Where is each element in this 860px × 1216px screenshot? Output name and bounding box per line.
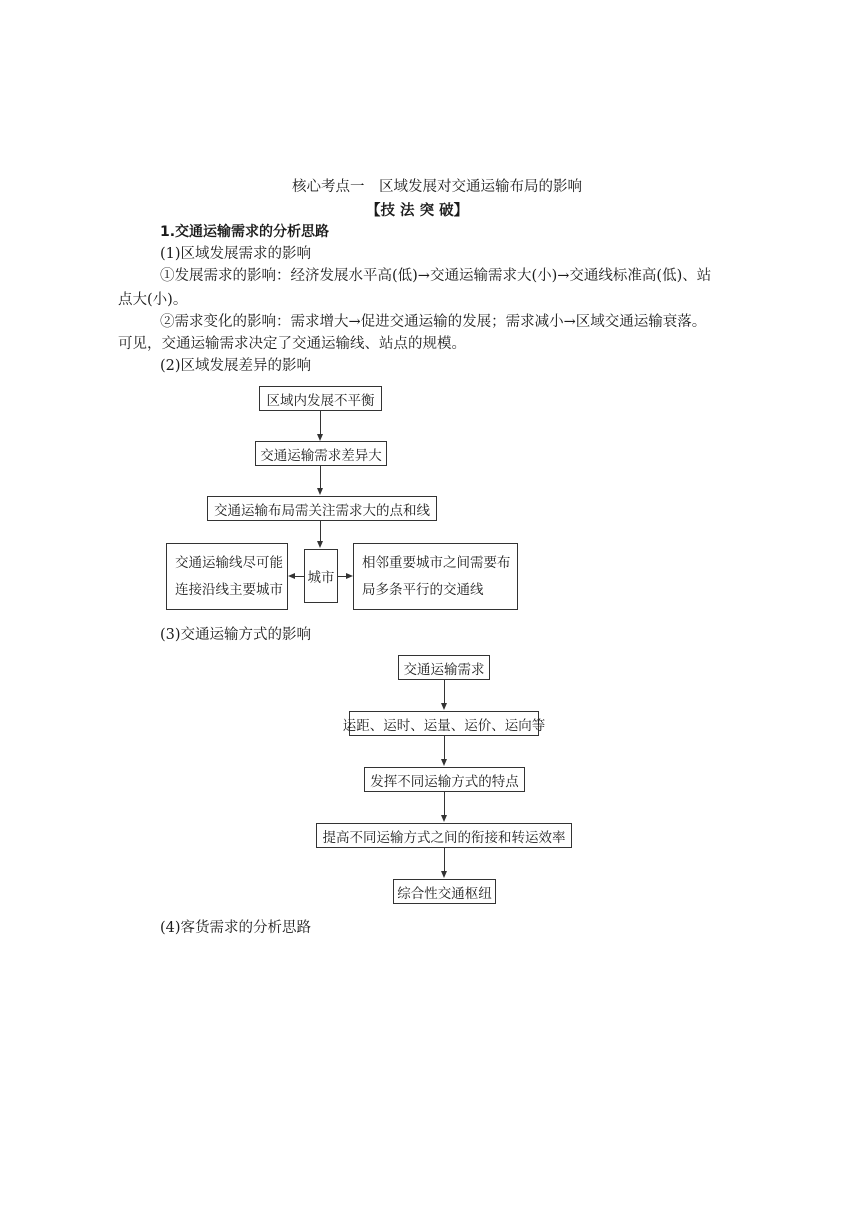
flow-box-city: 城市 — [304, 549, 338, 603]
arrow-down-icon — [317, 488, 323, 495]
flow-connector — [295, 576, 304, 577]
page-subtitle: 【技 法 突 破】 — [366, 202, 469, 219]
flow-connector — [444, 736, 445, 760]
flow-box-text: 相邻重要城市之间需要布 — [362, 554, 511, 571]
subheading-passenger-freight: (4)客货需求的分析思路 — [160, 920, 312, 936]
paragraph-development-demand-line2: 点大(小)。 — [118, 292, 188, 308]
flow-connector — [320, 466, 321, 489]
flow-box-text: 连接沿线主要城市 — [175, 581, 283, 598]
arrow-down-icon — [441, 703, 447, 710]
subheading-regional-difference: (2)区域发展差异的影响 — [160, 358, 312, 374]
flow-connector — [444, 848, 445, 872]
flow-box-focus-points-lines: 交通运输布局需关注需求大的点和线 — [207, 496, 437, 521]
flow-box-connect-cities — [166, 543, 288, 610]
paragraph-development-demand-line1: ①发展需求的影响：经济发展水平高(低)→交通运输需求大(小)→交通线标准高(低)、站 — [160, 268, 712, 284]
flow-box-parallel-lines — [353, 543, 518, 610]
flow-connector — [444, 680, 445, 704]
flow-connector — [320, 411, 321, 436]
subheading-transport-mode: (3)交通运输方式的影响 — [160, 627, 312, 643]
flow-box-transfer-efficiency: 提高不同运输方式之间的衔接和转运效率 — [316, 823, 572, 848]
flow-box-text: 局多条平行的交通线 — [362, 581, 484, 598]
arrow-down-icon — [317, 541, 323, 548]
arrow-down-icon — [317, 434, 323, 441]
paragraph-demand-change-line2: 可见，交通运输需求决定了交通运输线、站点的规模。 — [118, 336, 466, 352]
flow-box-text: 交通运输线尽可能 — [175, 554, 283, 571]
arrow-left-icon — [288, 573, 295, 579]
flow-connector — [444, 792, 445, 816]
arrow-down-icon — [441, 759, 447, 766]
flow-connector — [338, 576, 346, 577]
flow-box-transport-factors: 运距、运时、运量、运价、运向等 — [349, 711, 539, 736]
flow-box-transport-hub: 综合性交通枢纽 — [393, 879, 496, 904]
flow-connector — [320, 521, 321, 543]
flow-box-transport-demand: 交通运输需求 — [398, 655, 490, 680]
paragraph-demand-change-line1: ②需求变化的影响：需求增大→促进交通运输的发展；需求减小→区域交通运输衰落。 — [160, 314, 707, 330]
subheading-regional-demand: (1)区域发展需求的影响 — [160, 246, 312, 262]
section-heading: 1.交通运输需求的分析思路 — [160, 224, 330, 240]
arrow-down-icon — [441, 871, 447, 878]
flow-box-unbalanced-development: 区域内发展不平衡 — [259, 386, 382, 411]
arrow-down-icon — [441, 815, 447, 822]
page-title: 核心考点一 区域发展对交通运输布局的影响 — [292, 179, 582, 195]
flow-box-demand-difference: 交通运输需求差异大 — [255, 441, 387, 466]
flow-box-mode-features: 发挥不同运输方式的特点 — [364, 767, 525, 792]
arrow-right-icon — [346, 573, 353, 579]
